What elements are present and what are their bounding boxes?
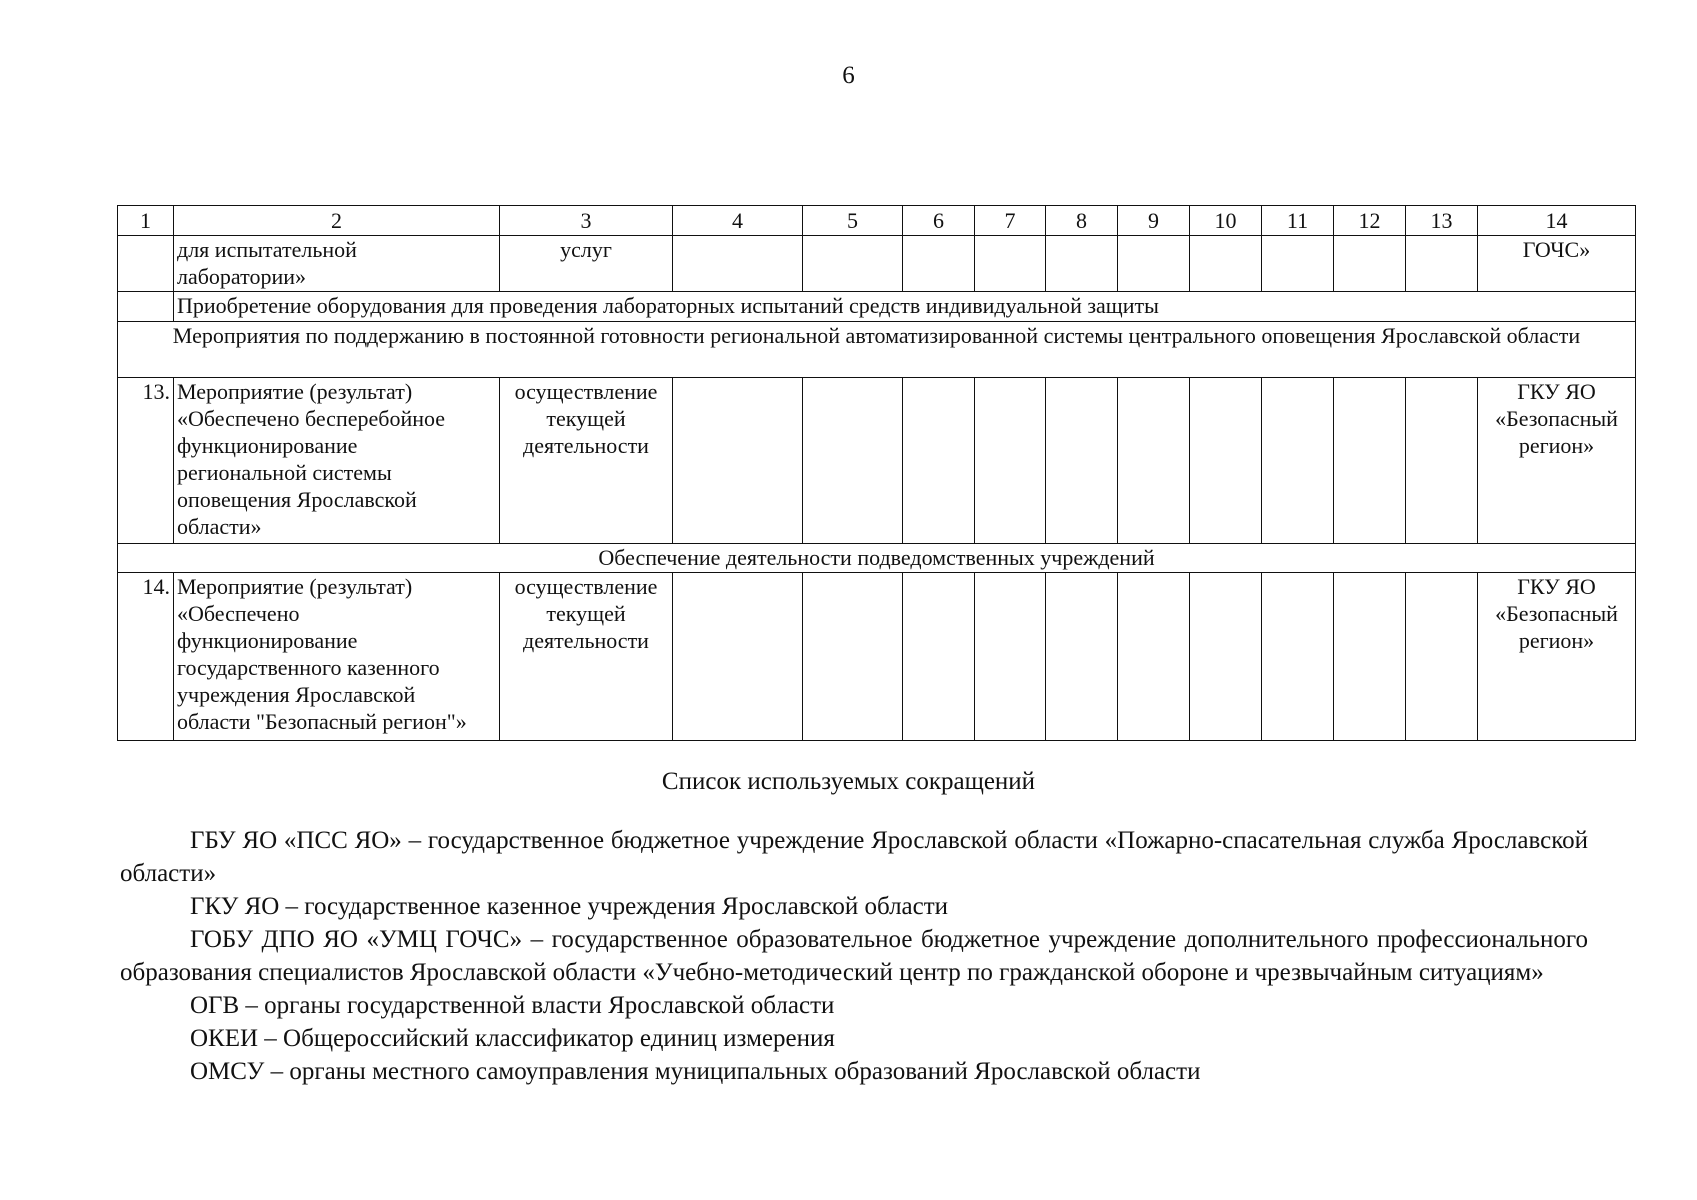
column-header: 1 (118, 206, 174, 236)
abbreviation-item: ОМСУ – органы местного самоуправления муниципальных образований Ярославской области (190, 1058, 1201, 1085)
cell-type: услуг (500, 236, 673, 292)
column-header: 6 (903, 206, 975, 236)
cell-name: для испытательной лаборатории» (174, 236, 500, 292)
row-number: 14. (118, 573, 174, 741)
column-header: 8 (1046, 206, 1118, 236)
cell-responsible: ГОЧС» (1478, 236, 1636, 292)
column-header: 3 (500, 206, 673, 236)
abbreviation-item: ОКЕИ – Общероссийский классификатор единиц измерения (190, 1025, 835, 1052)
cell-type: осуществление текущей деятельности (500, 378, 673, 544)
cell-responsible: ГКУ ЯО «Безопасный регион» (1478, 573, 1636, 741)
table-row (118, 292, 1636, 322)
column-header: 5 (803, 206, 903, 236)
section-heading: Мероприятия по поддержанию в постоянной готовности региональной автоматизированной системы центрального оповещения Ярославской области (118, 322, 1636, 378)
column-header: 13 (1406, 206, 1478, 236)
cell-type: осуществление текущей деятельности (500, 573, 673, 741)
column-header: 7 (975, 206, 1046, 236)
column-header: 2 (174, 206, 500, 236)
abbreviation-item: ГБУ ЯО «ПСС ЯО» – государственное бюджетное учреждение Ярославской области «Пожарно-спасательная служба Ярославской области» (120, 827, 1588, 887)
column-header: 14 (1478, 206, 1636, 236)
column-header: 4 (673, 206, 803, 236)
page-number: 6 (842, 62, 855, 89)
abbreviation-item: ОГВ – органы государственной власти Ярославской области (190, 992, 835, 1019)
subheading: Приобретение оборудования для проведения лабораторных испытаний средств индивидуальной защиты (174, 292, 1636, 322)
column-header: 11 (1262, 206, 1334, 236)
column-header: 10 (1190, 206, 1262, 236)
cell-responsible: ГКУ ЯО «Безопасный регион» (1478, 378, 1636, 544)
table-row (118, 236, 1636, 292)
section-heading-row (118, 322, 1636, 378)
cell-name: Мероприятие (результат) «Обеспечено бесперебойное функционирование региональной системы оповещения Ярославской области» (174, 378, 500, 544)
cell-name: Мероприятие (результат) «Обеспечено функционирование государственного казенного учреждения Ярославской области "Безопасный регион"» (174, 573, 500, 741)
table-row (118, 573, 1636, 741)
table-row (118, 378, 1636, 544)
table-header-row (118, 206, 1636, 236)
section-heading: Обеспечение деятельности подведомственных учреждений (118, 544, 1636, 573)
abbreviations-list (120, 824, 1588, 1088)
abbreviations-title: Список используемых сокращений (661, 768, 1036, 795)
row-number: 13. (118, 378, 174, 544)
column-header: 9 (1118, 206, 1190, 236)
abbreviation-item: ГКУ ЯО – государственное казенное учреждения Ярославской области (190, 893, 949, 920)
abbreviation-item: ГОБУ ДПО ЯО «УМЦ ГОЧС» – государственное образовательное бюджетное учреждение дополнительного профессионального образования специалистов Ярославской области «Учебно-методический центр по гражданской обороне и чрезвычайным ситуациям» (120, 926, 1588, 986)
program-table (117, 205, 1636, 741)
column-header: 12 (1334, 206, 1406, 236)
section-heading-row (118, 544, 1636, 573)
